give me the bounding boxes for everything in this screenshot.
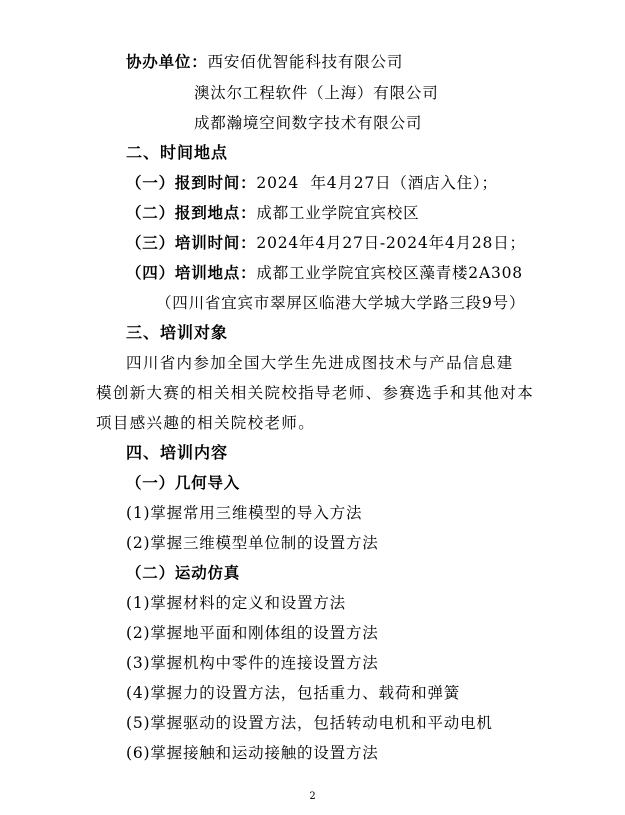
training-place-label: （四）培训地点： — [126, 263, 257, 282]
section2-heading: 二、时间地点 — [126, 143, 229, 162]
page-number: 2 — [309, 791, 316, 802]
motion-item-1: (1)掌握材料的定义和设置方法 — [126, 594, 346, 612]
section4-heading: 四、培训内容 — [126, 443, 229, 462]
audience-line-2: 模创新大赛的相关相关院校指导老师、参赛选手和其他对本 — [96, 384, 535, 402]
motion-item-5: (5)掌握驱动的设置方法，包括转动电机和平动电机 — [126, 714, 493, 732]
motion-item-4: (4)掌握力的设置方法，包括重力、载荷和弹簧 — [126, 684, 461, 702]
audience-line-1: 四川省内参加全国大学生先进成图技术与产品信息建 — [126, 354, 514, 372]
training-address: （四川省宜宾市翠屏区临港大学城大学路三段9号） — [156, 294, 526, 312]
audience-line-3: 项目感兴趣的相关院校老师。 — [96, 414, 316, 432]
motion-item-6: (6)掌握接触和运动接触的设置方法 — [126, 744, 379, 762]
checkin-place-value: 成都工业学院宜宾校区 — [256, 204, 420, 222]
motion-item-2: (2)掌握地平面和刚体组的设置方法 — [126, 624, 379, 642]
geometry-item-1: (1)掌握常用三维模型的导入方法 — [126, 504, 363, 522]
training-place-value: 成都工业学院宜宾校区藻青楼2A308 — [256, 264, 523, 282]
training-place-row — [126, 263, 523, 283]
checkin-place-row — [126, 203, 419, 223]
checkin-time-value: 2024 年4月27日（酒店入住）； — [256, 174, 498, 192]
co-organizer-2: 澳汰尔工程软件（上海）有限公司 — [194, 84, 439, 102]
training-time-label: （三）培训时间： — [126, 233, 257, 252]
checkin-time-label: （一）报到时间： — [126, 173, 257, 192]
co-organizers-row — [126, 52, 403, 72]
co-organizers-label: 协办单位： — [126, 52, 208, 71]
checkin-time-row — [126, 173, 498, 193]
co-organizer-3: 成都瀚境空间数字技术有限公司 — [194, 114, 423, 132]
motion-item-3: (3)掌握机构中零件的连接设置方法 — [126, 654, 379, 672]
training-time-value: 2024年4月27日-2024年4月28日； — [256, 234, 526, 252]
co-organizer-1: 西安佰优智能科技有限公司 — [207, 53, 404, 71]
checkin-place-label: （二）报到地点： — [126, 203, 257, 222]
geometry-item-2: (2)掌握三维模型单位制的设置方法 — [126, 534, 379, 552]
motion-sim-heading: （二）运动仿真 — [126, 563, 241, 582]
section3-heading: 三、培训对象 — [126, 323, 229, 342]
training-time-row — [126, 233, 526, 253]
geometry-import-heading: （一）几何导入 — [126, 473, 241, 492]
